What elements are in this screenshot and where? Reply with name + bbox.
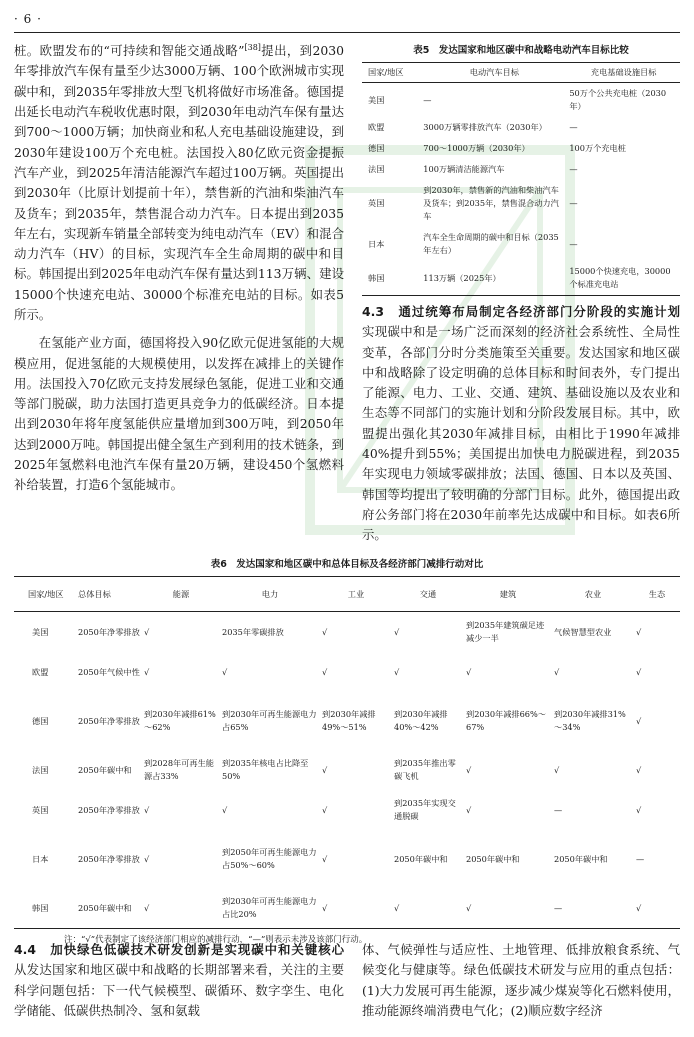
table-cell: 到2030年，禁售新的汽油和柴油汽车及货车；到2035年，禁售混合动力汽车 bbox=[423, 185, 559, 221]
table-row bbox=[14, 652, 680, 692]
table-cell: 113万辆（2025年） bbox=[421, 261, 567, 296]
section-4-3-title: 4.3 通过统筹布局制定各经济部门分阶段的实施计划 bbox=[362, 304, 680, 319]
table-cell: 到2028年可再生能源占33% bbox=[144, 758, 214, 781]
table6-header: 能源 bbox=[142, 577, 220, 612]
table-cell: √ bbox=[322, 764, 328, 775]
table-cell: 2050年净零排放 bbox=[78, 853, 140, 864]
table-cell: — bbox=[569, 238, 578, 249]
table-cell: √ bbox=[322, 804, 328, 815]
table-row bbox=[14, 750, 680, 790]
table-cell: 到2030年可再生能源电力占比20% bbox=[220, 888, 320, 929]
table-cell: — bbox=[554, 804, 563, 815]
table-cell: √ bbox=[554, 666, 560, 677]
page-number: · 6 · bbox=[14, 12, 42, 26]
table-row bbox=[14, 888, 680, 929]
right-column bbox=[362, 38, 680, 546]
table5-header: 电动汽车目标 bbox=[421, 63, 567, 83]
table-cell: √ bbox=[634, 888, 680, 929]
table6-header: 建筑 bbox=[464, 577, 552, 612]
table-cell: 2050年碳中和 bbox=[394, 853, 448, 864]
table-cell: 到2035年实现交通脱碳 bbox=[394, 798, 456, 821]
table-cell: 韩国 bbox=[362, 261, 421, 296]
table6 bbox=[14, 576, 680, 929]
table-cell: 美国 bbox=[368, 94, 385, 105]
table6-header: 农业 bbox=[552, 577, 634, 612]
section-4-3: 4.3 通过统筹布局制定各经济部门分阶段的实施计划 实现碳中和是一场广泛而深刻的经济社会系统性、全局性变革，各部门分时分类施策至关重要。发达国家和地区碳中和战略除了设定明确的总体目标和时间表外，专门提出了能源、电力、工业、交通、建筑、基础设施以及农业和生态等不同部门的实施计划和分阶段发展目标。其中，欧盟提出强化其2030年减排目标，由相比于1990年减排40%提升到55%；美国提出加快电力脱碳进程，到2035年实现电力领域零碳排放；法国、德国、日本以及英国、韩国等均提出了较明确的分部门目标。此外，德国提出政府公务部门将在2030年前率先达成碳中和目标。如表6所示。 bbox=[362, 304, 680, 543]
table-cell: √ bbox=[144, 626, 150, 637]
table-cell: √ bbox=[394, 666, 400, 677]
table6-header: 总体目标 bbox=[76, 577, 142, 612]
table5-header-row bbox=[362, 63, 680, 83]
table-cell: 德国 bbox=[368, 143, 385, 153]
table-cell: 100万辆清洁能源汽车 bbox=[423, 164, 505, 174]
table6-header: 工业 bbox=[320, 577, 392, 612]
table-cell: 到2030年减排40%～42% bbox=[394, 709, 448, 732]
table-cell: √ bbox=[636, 666, 642, 677]
table5-header: 国家/地区 bbox=[362, 63, 421, 83]
table6-header: 交通 bbox=[392, 577, 464, 612]
table-cell: 汽车全生命周期的碳中和目标（2035年左右） bbox=[423, 232, 559, 255]
table-cell: √ bbox=[466, 666, 472, 677]
table-cell: √ bbox=[636, 626, 642, 637]
table-cell: 德国 bbox=[32, 715, 49, 726]
table-cell: √ bbox=[322, 853, 328, 864]
table-cell: √ bbox=[222, 666, 228, 677]
section-4-4-text-right: 体、气候弹性与适应性、土地管理、低排放粮食系统、气候变化与健康等。绿色低碳技术研发与应用的重点包括：(1)大力发展可再生能源，逐步减少煤炭等化石燃料使用，推动能源终端消费电气化；(2)顺应数字经济 bbox=[362, 942, 680, 1018]
table-cell: 50万个公共充电桩（2030年） bbox=[569, 88, 667, 111]
table-cell: √ bbox=[142, 888, 220, 929]
table-cell: 到2035年推出零碳飞机 bbox=[394, 758, 456, 781]
table-cell: 美国 bbox=[32, 626, 49, 637]
table-cell: 到2035年建筑碳足迹减少一半 bbox=[466, 620, 545, 643]
table-cell: 英国 bbox=[32, 804, 49, 815]
header-rule bbox=[14, 32, 680, 33]
table-row bbox=[14, 790, 680, 830]
section-4-4-text-left: 从发达国家和地区碳中和战略的长期部署来看，关注的主要科学问题包括：下一代气候模型、碳循环、数字孪生、电化学储能、低碳供热制冷、氢和氨载 bbox=[14, 962, 344, 1018]
table-cell: √ bbox=[222, 804, 228, 815]
table-cell: 到2030年减排61%～62% bbox=[144, 709, 216, 732]
table-cell: 法国 bbox=[368, 164, 385, 174]
table-cell: 2050年净零排放 bbox=[78, 626, 140, 637]
table-cell: — bbox=[423, 94, 432, 105]
section-4-4-left bbox=[14, 940, 344, 1021]
table-cell: 700～1000万辆（2030年） bbox=[423, 143, 530, 153]
table-cell: — bbox=[569, 122, 578, 132]
section-4-4-title: 4.4 加快绿色低碳技术研发创新是实现碳中和关键核心 bbox=[14, 942, 344, 957]
table-cell: 2050年碳中和 bbox=[554, 853, 608, 864]
table-cell: √ bbox=[392, 888, 464, 929]
table-cell: 到2030年减排49%～51% bbox=[322, 709, 376, 732]
table-cell: 100万个充电桩 bbox=[569, 143, 626, 153]
table-cell: √ bbox=[466, 764, 472, 775]
table6-container bbox=[14, 556, 680, 945]
table-row bbox=[362, 117, 680, 138]
table-cell: 2050年碳中和 bbox=[78, 764, 132, 775]
table-row bbox=[14, 692, 680, 750]
table-cell: — bbox=[636, 853, 645, 864]
table-cell: 法国 bbox=[32, 764, 49, 775]
table-cell: 韩国 bbox=[14, 888, 76, 929]
table6-header: 国家/地区 bbox=[14, 577, 76, 612]
table6-note: 注：“√”代表制定了该经济部门相应的减排行动，“—”则表示未涉及该部门行动。 bbox=[64, 935, 368, 945]
table-cell: √ bbox=[322, 666, 328, 677]
table6-header: 电力 bbox=[220, 577, 320, 612]
table6-caption: 表6 发达国家和地区碳中和总体目标及各经济部门减排行动对比 bbox=[210, 559, 484, 570]
table6-header: 生态 bbox=[634, 577, 680, 612]
paragraph-hydrogen: 在氢能产业方面，德国将投入90亿欧元促进氢能的大规模应用，促进氢能的大规模使用，以发挥在减排上的关键作用。法国投入70亿欧元支持发展绿色氢能，促进工业和交通等部门脱碳，助力法国打造更具竞争力的低碳经济。日本提出到2030年将年度氢能供应量增加到300万吨，到2050年达到2000万吨。韩国提出健全氢生产到利用的技术链条，到2025年氢燃料电池汽车保有量20万辆，建设450个氢燃料补给装置，打造6个氢能城市。 bbox=[14, 335, 344, 493]
table-cell: √ bbox=[554, 764, 560, 775]
table-cell: 2050年净零排放 bbox=[78, 804, 140, 815]
table6-header-row bbox=[14, 577, 680, 612]
table-cell: √ bbox=[322, 626, 328, 637]
table-row bbox=[14, 612, 680, 653]
table5 bbox=[362, 62, 680, 296]
table-cell: 到2030年可再生能源电力占65% bbox=[222, 709, 317, 732]
table-cell: 15000个快速充电，30000个标准充电站 bbox=[567, 261, 680, 296]
table-row bbox=[362, 138, 680, 159]
table-cell: 3000万辆零排放汽车（2030年） bbox=[423, 122, 547, 132]
table-row bbox=[362, 83, 680, 118]
table-cell: √ bbox=[394, 626, 400, 637]
table-row bbox=[362, 261, 680, 296]
table-row bbox=[362, 227, 680, 261]
table-cell: 到2050年可再生能源电力占50%～60% bbox=[222, 847, 317, 870]
table5-header: 充电基础设施目标 bbox=[567, 63, 680, 83]
table-cell: √ bbox=[636, 804, 642, 815]
table-cell: 日本 bbox=[368, 238, 385, 249]
table-cell: 2050年净零排放 bbox=[78, 715, 140, 726]
table-cell: 气候智慧型农业 bbox=[554, 626, 612, 637]
table-cell: √ bbox=[636, 764, 642, 775]
paragraph-ev-targets: 桩。欧盟发布的“可持续和智能交通战略”[38]提出，到2030年零排放汽车保有量至少达3000万辆、100个欧洲城市实现碳中和，到2035年零排放大型飞机将做好市场准备。德国提出延长电动汽车税收优惠时限，到2030年电动汽车保有量达到700～1000万辆；加快商业和私人充电基础设施建设，到2030年建设100万个充电桩。法国投入80亿欧元资金提振汽车产业，到2025年清洁能源汽车超过100万辆。英国提出到2030年（比原计划提前十年），禁售新的汽油和柴油汽车及货车；到2035年，禁售混合动力汽车。日本提出到2035年左右，实现新车销量全部转变为纯电动汽车（EV）和混合动力汽车（HV）的目标，实现汽车全生命周期的碳中和目标。韩国提出到2025年电动汽车保有量达到113万辆、建设15000个快速充电站、30000个标准充电站的目标。如表5所示。 bbox=[14, 43, 344, 322]
table-cell: 到2035年核电占比降至50% bbox=[222, 758, 309, 781]
left-column bbox=[14, 38, 344, 496]
table-cell: √ bbox=[144, 853, 150, 864]
table-cell: 到2030年减排31%～34% bbox=[554, 709, 626, 732]
table-cell: √ bbox=[464, 888, 552, 929]
section-4-4-right bbox=[362, 940, 680, 1021]
table-cell: √ bbox=[466, 804, 472, 815]
table-cell: 2050年碳中和 bbox=[76, 888, 142, 929]
table-cell: 2050年碳中和 bbox=[466, 853, 520, 864]
table-cell: 英国 bbox=[368, 198, 385, 208]
table-cell: √ bbox=[320, 888, 392, 929]
table-cell: √ bbox=[144, 666, 150, 677]
table-cell: — bbox=[569, 164, 578, 174]
table-cell: 到2030年减排66%～67% bbox=[466, 709, 546, 732]
table-cell: 日本 bbox=[32, 853, 49, 864]
table-cell: √ bbox=[636, 715, 642, 726]
table-row bbox=[14, 830, 680, 888]
table-cell: 2035年零碳排放 bbox=[222, 626, 284, 637]
table-row bbox=[362, 180, 680, 227]
table5-caption: 表5 发达国家和地区碳中和战略电动汽车目标比较 bbox=[413, 45, 629, 56]
table-cell: — bbox=[552, 888, 634, 929]
table-cell: 欧盟 bbox=[368, 122, 385, 132]
table-row bbox=[362, 159, 680, 180]
table-cell: 2050年气候中性 bbox=[78, 666, 140, 677]
table-cell: 欧盟 bbox=[32, 666, 49, 677]
table-cell: — bbox=[569, 198, 578, 208]
table-cell: √ bbox=[144, 804, 150, 815]
